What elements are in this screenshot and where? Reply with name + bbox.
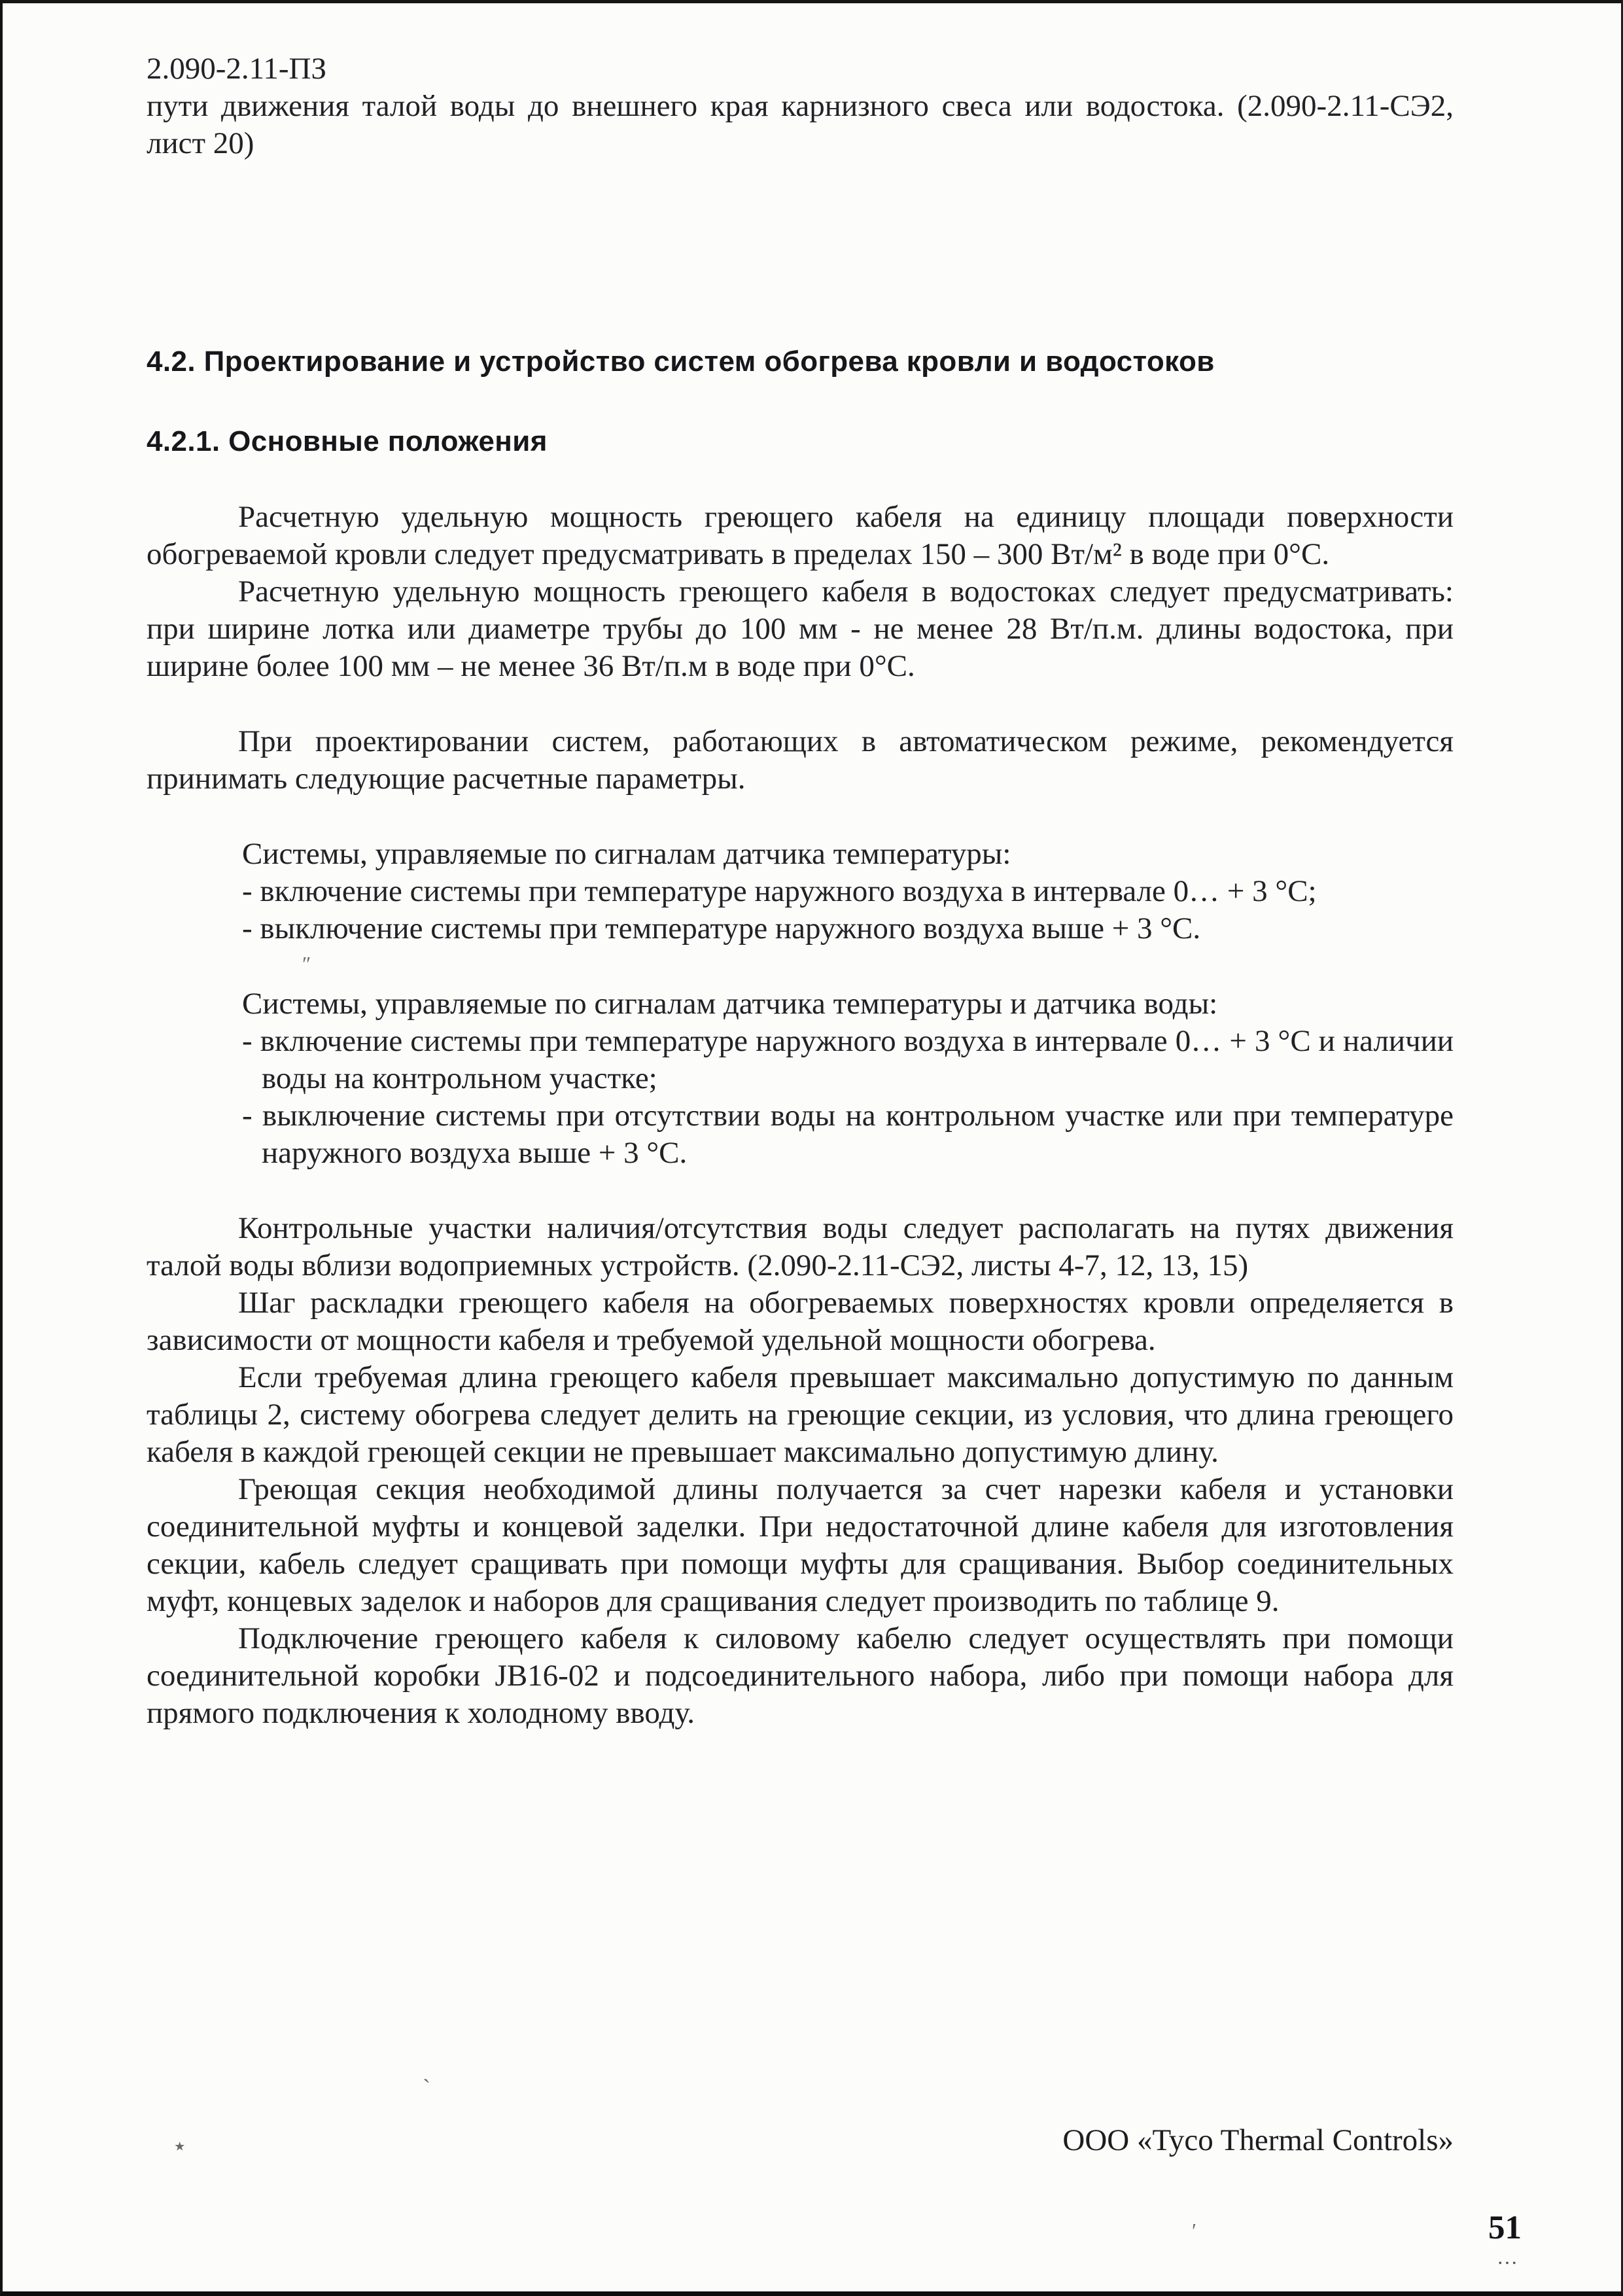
list-intro-temperature-sensor: Системы, управляемые по сигналам датчика температуры:	[242, 837, 1011, 871]
list-item: - выключение системы при температуре наружного воздуха выше + 3 °С.	[242, 911, 1201, 945]
paragraph-heating-section: Греющая секция необходимой длины получается за счет нарезки кабеля и установки соединительной муфты и концевой заделки. При недостаточной длине кабеля для изготовления секции, кабель следует сращивать при помощи муфты для сращивания. Выбор соединительных муфт, концевых заделок и наборов для сращивания следует производить по таблице 9.	[147, 1472, 1454, 1618]
section-heading: 4.2. Проектирование и устройство систем обогрева кровли и водостоков	[147, 345, 1215, 378]
page-number: 51	[1488, 2210, 1522, 2246]
list-intro-temperature-water-sensor: Системы, управляемые по сигналам датчика температуры и датчика воды:	[242, 987, 1218, 1021]
paragraph-auto-mode: При проектировании систем, работающих в автоматическом режиме, рекомендуется принимать следующие расчетные параметры.	[147, 724, 1454, 796]
paragraph-cable-step: Шаг раскладки греющего кабеля на обогреваемых поверхностях кровли определяется в зависимости от мощности кабеля и требуемой удельной мощности обогрева.	[147, 1286, 1454, 1357]
scan-artifact: …	[1497, 2245, 1518, 2269]
footer-company-name: ООО «Tyco Thermal Controls»	[1062, 2123, 1454, 2157]
paragraph-control-sections: Контрольные участки наличия/отсутствия воды следует располагать на путях движения талой воды вблизи водоприемных устройств. (2.090-2.11-СЭ2, листы 4-7, 12, 13, 15)	[147, 1211, 1454, 1282]
paragraph-power-roof: Расчетную удельную мощность греющего кабеля на единицу площади поверхности обогреваемой кровли следует предусматривать в пределах 150 – 300 Вт/м² в воде при 0°С.	[147, 500, 1454, 571]
document-code: 2.090-2.11-ПЗ	[147, 52, 327, 86]
list-item: - включение системы при температуре наружного воздуха в интервале 0… + 3 °С и наличии воды на контрольном участке;	[242, 1024, 1454, 1095]
list-item: - включение системы при температуре наружного воздуха в интервале 0… + 3 °С;	[242, 874, 1317, 908]
subsection-heading: 4.2.1. Основные положения	[147, 425, 548, 457]
scan-artifact: ʹ	[1192, 2219, 1196, 2242]
paragraph-max-length: Если требуемая длина греющего кабеля превышает максимально допустимую по данным таблицы 2, систему обогрева следует делить на греющие секции, из условия, что длина греющего кабеля в каждой греющей секции не превышает максимально допустимую длину.	[147, 1360, 1454, 1469]
scan-artifact: ˏ	[423, 2057, 430, 2083]
list-item: - выключение системы при отсутствии воды на контрольном участке или при температуре наружного воздуха выше + 3 °С.	[242, 1099, 1454, 1170]
scan-artifact: ٭	[174, 2134, 186, 2157]
paragraph-connection: Подключение греющего кабеля к силовому кабелю следует осуществлять при помощи соединительной коробки JB16-02 и подсоединительного набора, либо при помощи набора для прямого подключения к холодному вводу.	[147, 1621, 1454, 1730]
paragraph-power-drain: Расчетную удельную мощность греющего кабеля в водостоках следует предусматривать: при ширине лотка или диаметре трубы до 100 мм - не менее 28 Вт/п.м. длины водостока, при ширине более 100 мм – не менее 36 Вт/п.м в воде при 0°С.	[147, 574, 1454, 683]
lead-paragraph: пути движения талой воды до внешнего края карнизного свеса или водостока. (2.090-2.11-СЭ2, лист 20)	[147, 89, 1454, 160]
scan-artifact: ʺ	[302, 952, 310, 976]
